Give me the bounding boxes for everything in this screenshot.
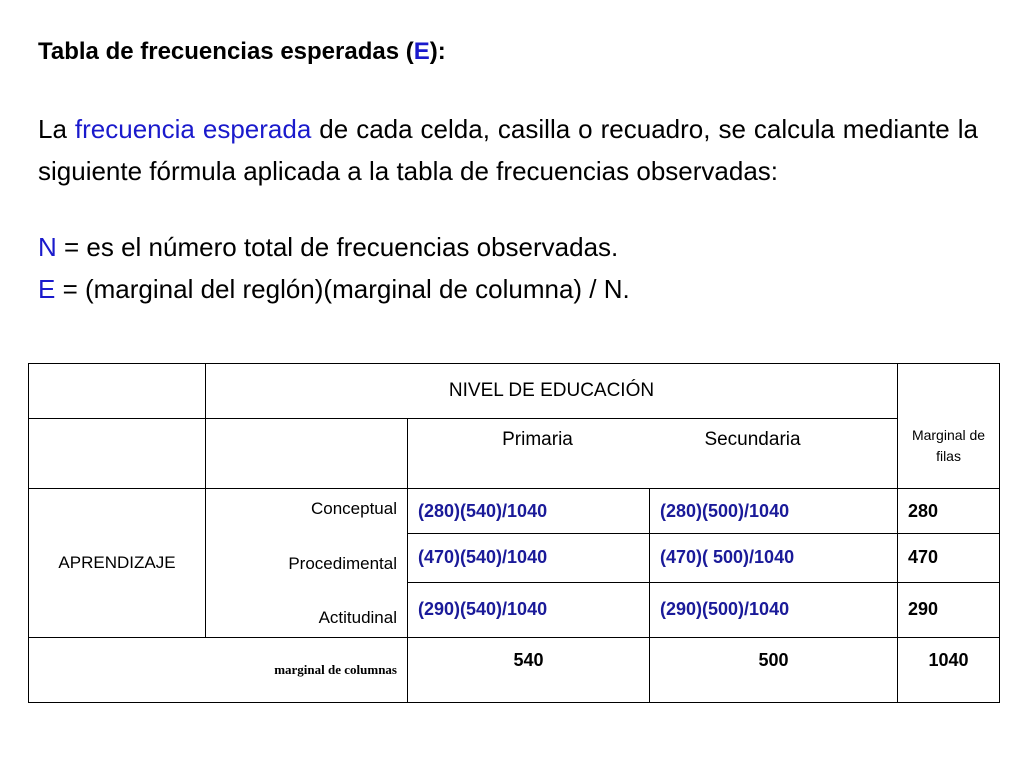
row-label-conceptual: Conceptual: [310, 499, 397, 518]
explanation-paragraph: [38, 108, 978, 192]
title-suffix: ):: [429, 38, 446, 65]
cell-conceptual-total: 280: [898, 489, 1000, 534]
empty-header-cell: [206, 419, 408, 489]
definition-n-symbol: N: [38, 232, 57, 262]
corner-cell-bottom: [29, 419, 206, 489]
definition-n-text: = es el número total de frecuencias observadas.: [56, 232, 619, 262]
cell-procedimental-total: 470: [898, 534, 1000, 582]
cell-actitudinal-total: 290: [898, 582, 1000, 637]
cell-conceptual-secundaria: (280)(500)/1040: [650, 489, 898, 534]
cell-actitudinal-primaria: (290)(540)/1040: [408, 582, 650, 637]
row-margin-header: Marginal de filas: [898, 364, 1000, 489]
footer-secundaria-total: 500: [650, 638, 898, 703]
row-label-procedimental: Procedimental: [288, 554, 397, 573]
row-labels: [206, 489, 408, 638]
paragraph-intro: La: [38, 114, 75, 144]
title-letter: E: [413, 38, 430, 65]
definition-e-text: = (marginal del reglón)(marginal de columna) / N.: [55, 274, 630, 304]
row-group-label: APRENDIZAJE: [29, 489, 206, 638]
definition-n: [38, 232, 618, 263]
column-header-secundaria: Secundaria: [704, 429, 801, 450]
cell-procedimental-primaria: (470)(540)/1040: [408, 534, 650, 582]
footer-grand-total: 1040: [898, 638, 1000, 703]
footer-primaria-total: 540: [408, 638, 650, 703]
group-header: NIVEL DE EDUCACIÓN: [206, 364, 898, 419]
definition-e: [38, 274, 630, 305]
expected-frequency-table: [28, 363, 1000, 703]
column-headers: [408, 419, 898, 489]
paragraph-rest: de cada celda, casilla o recuadro, se calcula mediante la siguiente fórmula aplicada a la tabla de frecuencias observadas:: [38, 114, 978, 186]
cell-actitudinal-secundaria: (290)(500)/1040: [650, 582, 898, 637]
corner-cell-top: [29, 364, 206, 419]
cell-procedimental-secundaria: (470)( 500)/1040: [650, 534, 898, 582]
cell-conceptual-primaria: (280)(540)/1040: [408, 489, 650, 534]
column-margin-label: marginal de columnas: [29, 638, 408, 703]
slide-title: [38, 38, 446, 66]
row-label-actitudinal: Actitudinal: [318, 608, 397, 627]
definition-e-symbol: E: [38, 274, 56, 304]
title-prefix: Tabla de frecuencias esperadas (: [38, 38, 414, 65]
column-header-primaria: Primaria: [502, 429, 573, 450]
paragraph-highlight: frecuencia esperada: [74, 114, 312, 144]
